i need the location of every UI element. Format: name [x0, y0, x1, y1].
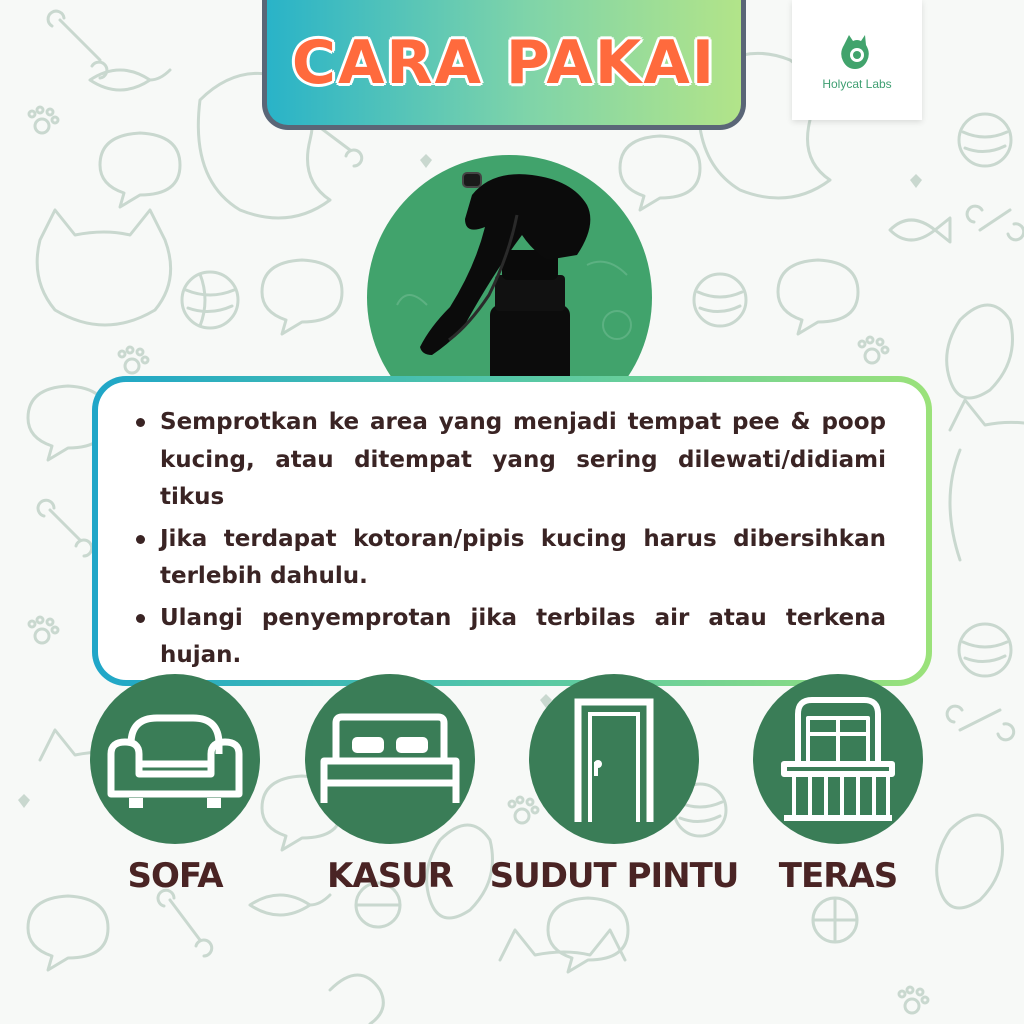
- place-circle: [305, 674, 475, 844]
- place-label: KASUR: [327, 856, 453, 896]
- page-title: CARA PAKAI: [291, 27, 717, 98]
- place-terrace: [713, 674, 963, 896]
- place-sofa: [50, 674, 300, 896]
- brand-name: Holycat Labs: [822, 77, 892, 91]
- cat-logo-icon: [841, 29, 873, 71]
- place-bed: [265, 674, 515, 896]
- place-door-corner: [489, 674, 739, 896]
- door-icon: [564, 694, 664, 824]
- sofa-icon: [105, 704, 245, 814]
- bed-icon: [320, 709, 460, 809]
- brand-badge: [792, 0, 922, 120]
- instructions-panel: [98, 382, 926, 680]
- place-circle: [753, 674, 923, 844]
- instructions-list: [160, 404, 886, 675]
- place-circle: [90, 674, 260, 844]
- place-label: TERAS: [778, 856, 898, 896]
- place-circle: [529, 674, 699, 844]
- balcony-icon: [778, 694, 898, 824]
- instruction-item: Semprotkan ke area yang menjadi tempat pee & poop kucing, atau ditempat yang sering dilewati/didiami tikus: [160, 404, 886, 517]
- place-label: SOFA: [127, 856, 223, 896]
- place-label: SUDUT PINTU: [489, 856, 739, 896]
- instruction-item: Ulangi penyemprotan jika terbilas air atau terkena hujan.: [160, 600, 886, 675]
- instructions-box: [92, 376, 932, 686]
- title-banner: [262, 0, 746, 130]
- instruction-item: Jika terdapat kotoran/pipis kucing harus dibersihkan terlebih dahulu.: [160, 521, 886, 596]
